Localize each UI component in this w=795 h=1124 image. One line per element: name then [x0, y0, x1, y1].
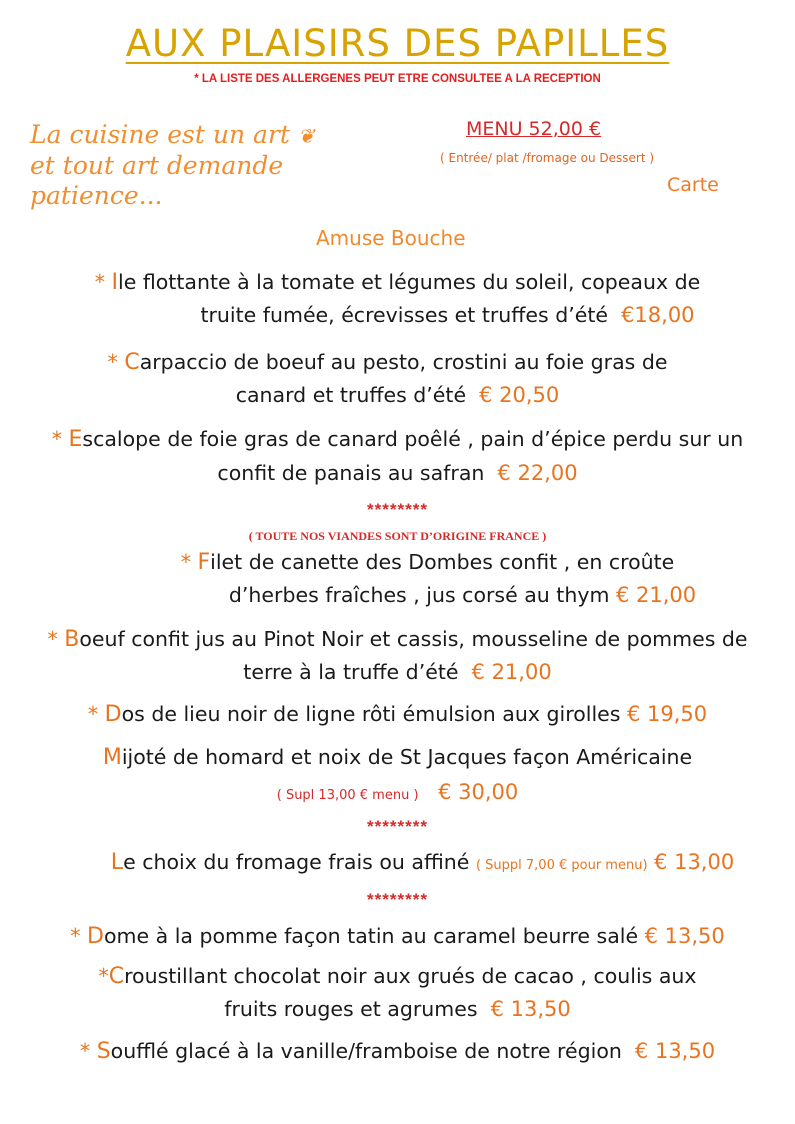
menu-item-line [0, 780, 795, 804]
price: € 22,00 [497, 461, 578, 485]
menu-item-line: Le choix du fromage frais ou affiné ( Suppl 7,00 € pour menu) € 13,00 [110, 850, 735, 875]
menu-price-title: MENU 52,00 € [466, 118, 602, 140]
separator: ******** [367, 890, 428, 909]
restaurant-title: AUX PLAISIRS DES PAPILLES [125, 22, 670, 65]
price: €18,00 [621, 303, 695, 327]
menu-item-line: confit de panais au safran € 22,00 [217, 461, 578, 485]
menu-item-line: fruits rouges et agrumes € 13,50 [224, 997, 571, 1021]
menu-item-line: * Escalope de foie gras de canard poêlé , pain d’épice perdu sur un [51, 427, 744, 452]
price: € 13,50 [644, 924, 725, 948]
menu-item-line: d’herbes fraîches , jus corsé au thym € 21,00 [228, 583, 697, 607]
price: € 13,50 [490, 997, 571, 1021]
menu-item-line: terre à la truffe d’été € 21,00 [243, 660, 552, 684]
menu-subtitle: ( Entrée/ plat /fromage ou Dessert ) [440, 151, 655, 165]
separator: ******** [367, 817, 428, 836]
price: € 21,00 [615, 583, 697, 607]
price: € 30,00 [438, 780, 519, 804]
supplement-note: ( Supl 13,00 € menu ) [276, 788, 419, 803]
menu-item-line: * Carpaccio de boeuf au pesto, crostini au foie gras de [107, 350, 668, 375]
menu-item-line: * Dome à la pomme façon tatin au caramel beurre salé € 13,50 [70, 924, 725, 949]
quote-line-2: et tout art demande patience... [30, 151, 284, 210]
menu-item-line: * Dos de lieu noir de ligne rôti émulsion aux girolles € 19,50 [87, 702, 708, 727]
menu-item-line: * Boeuf confit jus au Pinot Noir et cassis, mousseline de pommes de [47, 627, 748, 652]
meat-origin-notice: ( TOUTE NOS VIANDES SONT D’ORIGINE FRANCE ) [248, 529, 547, 543]
price: € 13,00 [654, 850, 735, 874]
carte-label: Carte [667, 174, 719, 196]
price: € 20,50 [479, 383, 560, 407]
menu-item-line: * Soufflé glacé à la vanille/framboise de notre région € 13,50 [79, 1039, 716, 1064]
quote-line-1: La cuisine est un art ❦ [30, 120, 315, 149]
menu-item-line: canard et truffes d’été € 20,50 [235, 383, 560, 407]
allergen-note: * LA LISTE DES ALLERGENES PEUT ETRE CONSULTEE A LA RECEPTION [194, 73, 601, 85]
separator: ******** [367, 500, 428, 519]
leaf-ornament-icon: ❦ [297, 124, 315, 148]
quote-block [30, 120, 420, 211]
price: € 21,00 [471, 660, 552, 684]
supplement-note: ( Suppl 7,00 € pour menu) [475, 858, 648, 873]
menu-item-line: * Filet de canette des Dombes confit , en croûte [180, 550, 675, 575]
price: € 13,50 [634, 1039, 716, 1063]
amuse-bouche-heading: Amuse Bouche [316, 226, 466, 250]
price: € 19,50 [626, 702, 708, 726]
menu-item-line: Mijoté de homard et noix de St Jacques façon Américaine [102, 745, 693, 770]
menu-item-line: * Ile flottante à la tomate et légumes du soleil, copeaux de [94, 270, 701, 295]
menu-item-line: *Croustillant chocolat noir aux grués de cacao , coulis aux [98, 964, 697, 989]
menu-item-line: truite fumée, écrevisses et truffes d’été €18,00 [200, 303, 695, 327]
